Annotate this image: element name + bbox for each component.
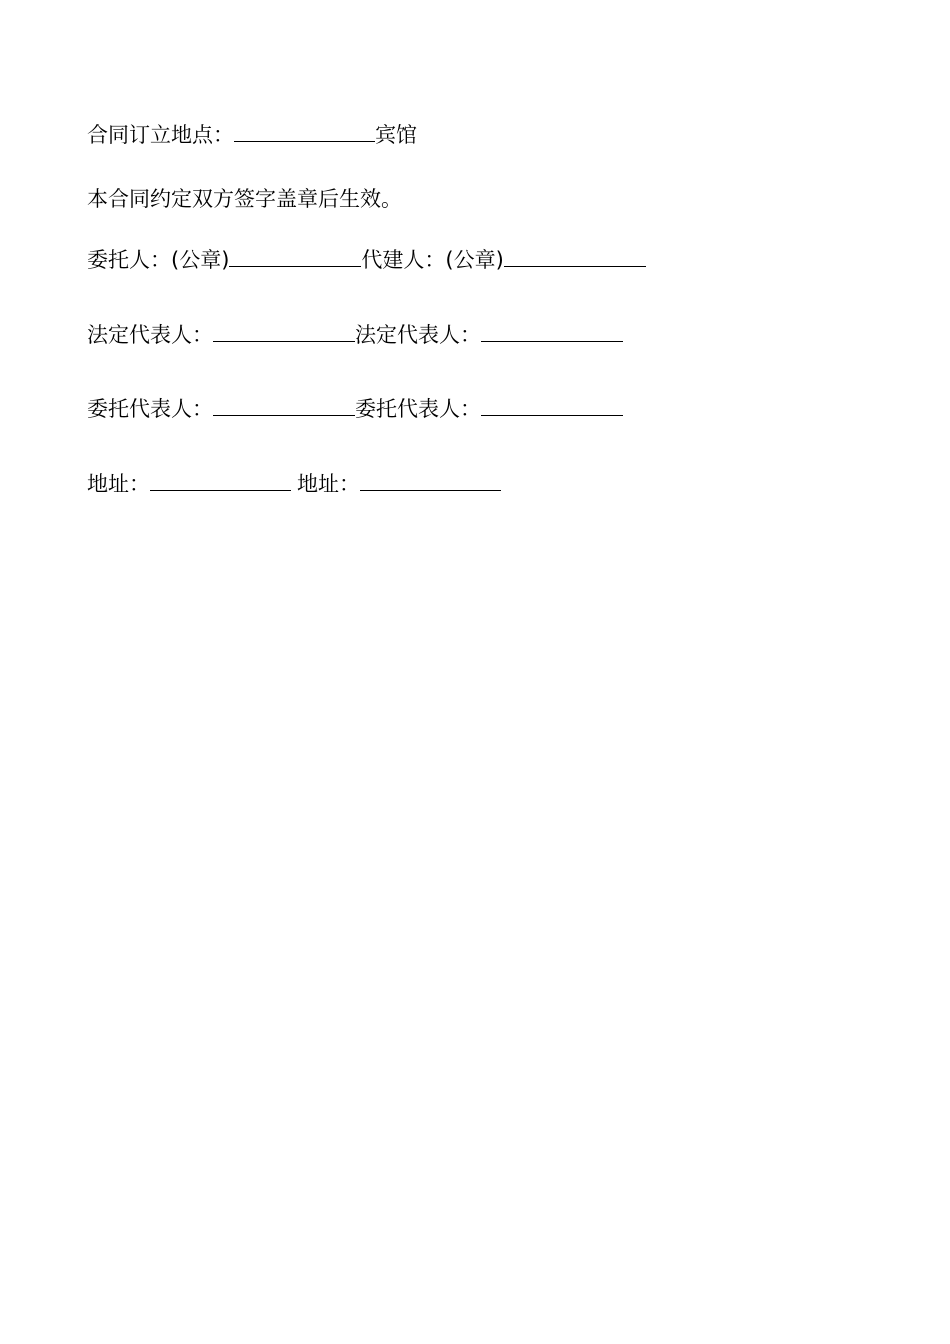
authorized-rep-right-blank[interactable] [481,395,623,416]
legal-rep-right-blank[interactable] [481,321,623,342]
authorized-rep-right-label: 委托代表人： [355,397,481,421]
agent-seal-blank[interactable] [504,246,646,267]
address-left-blank[interactable] [150,470,291,491]
contract-place-label: 合同订立地点： [87,123,234,147]
legal-rep-left-label: 法定代表人： [87,323,213,347]
legal-rep-left-blank[interactable] [213,321,355,342]
authorized-rep-left-label: 委托代表人： [87,397,213,421]
authorized-rep-left-blank[interactable] [213,395,355,416]
address-left-label: 地址： [87,472,150,496]
effective-clause: 本合同约定双方签字盖章后生效。 [87,187,402,211]
legal-rep-right-label: 法定代表人： [355,323,481,347]
client-seal-blank[interactable] [229,246,361,267]
legal-rep-line [87,320,623,350]
address-right-blank[interactable] [360,470,501,491]
contract-place-blank[interactable] [234,121,375,142]
parties-line [87,245,646,275]
agent-label: 代建人：(公章) [361,248,504,272]
address-right-label: 地址： [297,472,360,496]
contract-place-line [87,120,417,150]
contract-place-suffix: 宾馆 [375,123,417,147]
authorized-rep-line [87,394,623,424]
client-label: 委托人：(公章) [87,248,230,272]
address-line [87,469,501,499]
